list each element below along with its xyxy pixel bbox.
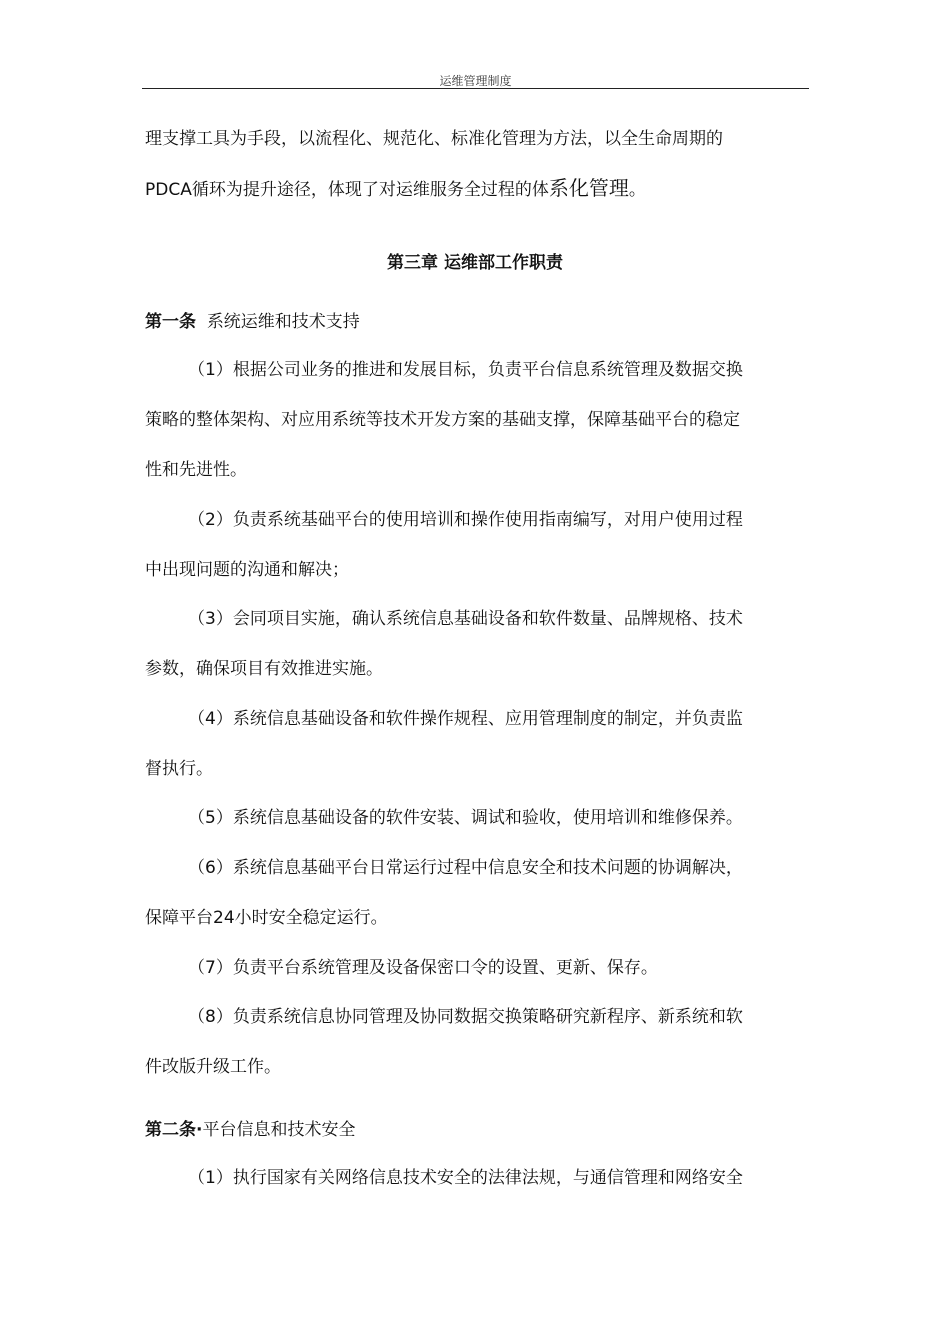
a1-item-3-line-1: （3）会同项目实施，确认系统信息基础设备和软件数量、品牌规格、技术 (188, 609, 743, 629)
a1-item-1-line-2: 策略的整体架构、对应用系统等技术开发方案的基础支撑，保障基础平台的稳定 (145, 410, 740, 430)
a1-item-4-line-1: （4）系统信息基础设备和软件操作规程、应用管理制度的制定，并负责监 (188, 709, 743, 729)
a1-item-1-line-3: 性和先进性。 (145, 460, 247, 480)
a1-item-2-line-1: （2）负责系统基础平台的使用培训和操作使用指南编写，对用户使用过程 (188, 510, 743, 530)
a1-item-6-line-1: （6）系统信息基础平台日常运行过程中信息安全和技术问题的协调解决， (188, 858, 743, 878)
article-2-label: 第二条· (145, 1120, 203, 1140)
intro-line-2-emphasis: 系化管理 (548, 176, 629, 200)
a1-item-1-line-1: （1）根据公司业务的推进和发展目标，负责平台信息系统管理及数据交换 (188, 360, 743, 380)
a1-item-5-line-1: （5）系统信息基础设备的软件安装、调试和验收，使用培训和维修保养。 (188, 808, 743, 828)
article-2-title: 平台信息和技术安全 (202, 1120, 356, 1140)
a1-item-6-line-2: 保障平台24小时安全稳定运行。 (145, 908, 388, 928)
article-1-title: 系统运维和技术支持 (206, 312, 360, 332)
header-divider (142, 88, 809, 89)
article-1-label: 第一条 (145, 312, 196, 332)
intro-line-2-end: 。 (628, 180, 646, 200)
a1-item-7-line-1: （7）负责平台系统管理及设备保密口令的设置、更新、保存。 (188, 958, 658, 978)
intro-line-1: 理支撑工具为手段，以流程化、规范化、标准化管理为方法，以全生命周期的 (145, 129, 723, 149)
intro-line-2-text: PDCA循环为提升途径，体现了对运维服务全过程的体 (145, 180, 549, 200)
a1-item-8-line-2: 件改版升级工作。 (145, 1057, 281, 1077)
article-2-heading (145, 1115, 355, 1140)
a1-item-8-line-1: （8）负责系统信息协同管理及协同数据交换策略研究新程序、新系统和软 (188, 1007, 743, 1027)
chapter-title: 第三章 运维部工作职责 (387, 253, 563, 273)
a2-item-1-line-1: （1）执行国家有关网络信息技术安全的法律法规，与通信管理和网络安全 (188, 1168, 743, 1188)
a1-item-3-line-2: 参数，确保项目有效推进实施。 (145, 659, 383, 679)
article-1-heading (145, 307, 360, 332)
page-header: 运维管理制度 (439, 74, 512, 88)
intro-line-2 (145, 172, 646, 201)
a1-item-2-line-2: 中出现问题的沟通和解决； (145, 560, 349, 580)
a1-item-4-line-2: 督执行。 (145, 759, 213, 779)
